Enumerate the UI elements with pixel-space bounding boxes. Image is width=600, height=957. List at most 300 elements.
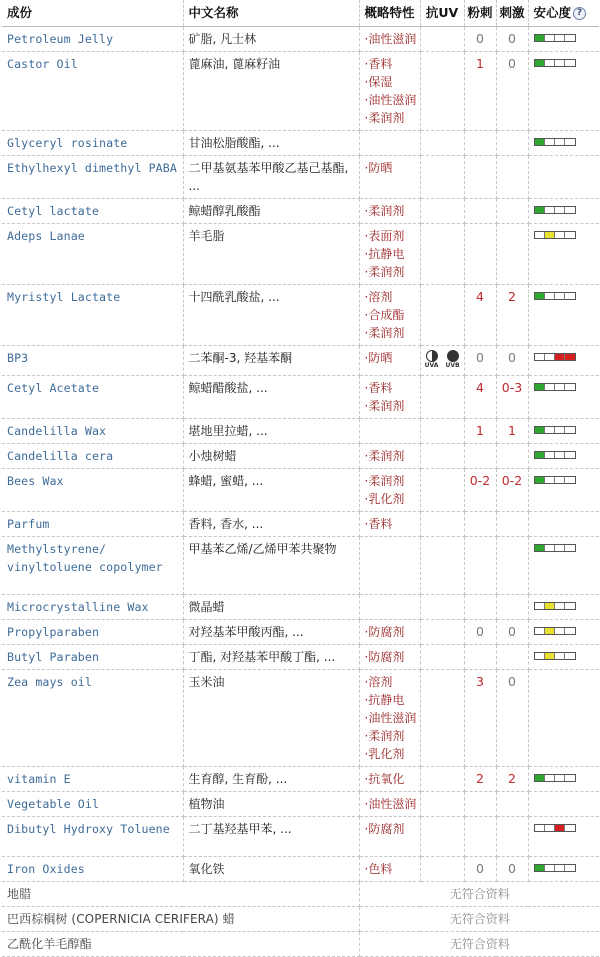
nodata-row (2, 906, 599, 931)
cell-irritation: 0 (496, 856, 528, 881)
cell-features (359, 26, 420, 51)
table-row (2, 443, 599, 468)
safety-segment (555, 477, 565, 483)
feature-tag: ·合成酯 (364, 307, 405, 322)
safety-segment (555, 293, 565, 299)
ingredient-name: 乙酰化羊毛醇酯 (7, 936, 92, 951)
safety-rating-bar (534, 652, 576, 660)
cell-chinese-name: 氧化铁 (183, 856, 359, 881)
cell-features (359, 644, 420, 669)
safety-rating-bar (534, 138, 576, 146)
cell-acne: 4 (464, 284, 496, 345)
ingredient-link[interactable]: Candelilla Wax (7, 423, 107, 438)
cell-ingredient (2, 669, 183, 766)
feature-tag: ·柔润剂 (364, 325, 405, 340)
cell-safety (528, 223, 599, 284)
cell-uv (420, 345, 464, 375)
cell-features (359, 284, 420, 345)
cell-acne (464, 594, 496, 619)
cell-uv (420, 619, 464, 644)
cell-ingredient (2, 791, 183, 816)
cell-uv (420, 669, 464, 766)
table-row (2, 155, 599, 198)
cell-ingredient (2, 816, 183, 856)
feature-tag: ·防腐剂 (364, 821, 405, 836)
ingredient-link[interactable]: Cetyl Acetate (7, 380, 100, 395)
safety-segment (555, 427, 565, 433)
cell-chinese-name: 甲基苯乙烯/乙烯甲苯共聚物 (183, 536, 359, 594)
safety-rating-bar (534, 824, 576, 832)
feature-tag: ·柔润剂 (364, 398, 405, 413)
cell-uv (420, 856, 464, 881)
feature-tag: ·乳化剂 (364, 746, 405, 761)
cell-features (359, 375, 420, 418)
feature-tag: ·防腐剂 (364, 649, 405, 664)
feature-tag: ·防腐剂 (364, 624, 405, 639)
cell-safety (528, 816, 599, 856)
safety-segment (555, 354, 565, 360)
cell-features (359, 223, 420, 284)
ingredient-link[interactable]: Microcrystalline Wax (7, 599, 149, 614)
cell-safety (528, 345, 599, 375)
nodata-row (2, 881, 599, 906)
uva-label: UVA (424, 361, 439, 369)
table-row (2, 26, 599, 51)
cell-safety (528, 375, 599, 418)
feature-tag: ·溶剂 (364, 674, 393, 689)
feature-tag: ·柔润剂 (364, 728, 405, 743)
safety-rating-bar (534, 383, 576, 391)
cell-irritation: 2 (496, 284, 528, 345)
cell-ingredient (2, 130, 183, 155)
ingredient-link[interactable]: vitamin E (7, 771, 71, 786)
cell-acne: 0 (464, 26, 496, 51)
safety-segment (555, 452, 565, 458)
table-row (2, 791, 599, 816)
cell-features (359, 619, 420, 644)
help-icon[interactable]: ? (573, 7, 586, 20)
safety-rating-bar (534, 34, 576, 42)
safety-rating-bar (534, 476, 576, 484)
cell-features (359, 130, 420, 155)
safety-segment (545, 775, 555, 781)
feature-tag: ·柔润剂 (364, 203, 405, 218)
cell-safety (528, 130, 599, 155)
table-header-row (2, 0, 599, 26)
cell-uv (420, 130, 464, 155)
cell-uv (420, 443, 464, 468)
cell-ingredient (2, 931, 359, 956)
ingredient-link[interactable]: Bees Wax (7, 473, 64, 488)
safety-segment (545, 207, 555, 213)
cell-irritation (496, 198, 528, 223)
safety-segment (565, 293, 574, 299)
nodata-text: 无符合资料 (359, 931, 599, 956)
cell-features (359, 443, 420, 468)
safety-segment (545, 603, 555, 609)
cell-ingredient (2, 51, 183, 130)
ingredient-link[interactable]: Ethylhexyl dimethyl PABA (7, 160, 177, 175)
cell-safety (528, 619, 599, 644)
nodata-text: 无符合资料 (359, 906, 599, 931)
header-safety-label: 安心度 (533, 5, 572, 20)
safety-segment (545, 384, 555, 390)
cell-features (359, 345, 420, 375)
safety-segment (565, 775, 574, 781)
cell-uv (420, 155, 464, 198)
safety-segment (535, 865, 545, 871)
cell-safety (528, 284, 599, 345)
cell-features (359, 198, 420, 223)
cell-uv (420, 536, 464, 594)
feature-tag: ·保湿 (364, 74, 393, 89)
safety-segment (535, 653, 545, 659)
cell-irritation (496, 594, 528, 619)
cell-irritation: 0 (496, 619, 528, 644)
ingredient-link[interactable]: Vegetable Oil (7, 796, 100, 811)
safety-rating-bar (534, 231, 576, 239)
uva-indicator (424, 350, 439, 370)
safety-segment (555, 139, 565, 145)
cell-safety (528, 536, 599, 594)
cell-ingredient (2, 511, 183, 536)
safety-rating-bar (534, 426, 576, 434)
cell-chinese-name: 矿脂, 凡士林 (183, 26, 359, 51)
safety-segment (565, 545, 574, 551)
safety-segment (555, 545, 565, 551)
safety-segment (535, 293, 545, 299)
ingredient-link[interactable]: Butyl Paraben (7, 649, 100, 664)
cell-acne (464, 130, 496, 155)
cell-acne: 0 (464, 619, 496, 644)
safety-segment (565, 354, 574, 360)
safety-rating-bar (534, 774, 576, 782)
cell-features (359, 418, 420, 443)
table-row (2, 644, 599, 669)
cell-safety (528, 418, 599, 443)
safety-segment (555, 628, 565, 634)
cell-ingredient (2, 644, 183, 669)
cell-acne (464, 198, 496, 223)
cell-safety (528, 669, 599, 766)
safety-segment (535, 139, 545, 145)
feature-tag: ·防晒 (364, 350, 393, 365)
ingredient-table (2, 0, 599, 957)
feature-tag: ·香料 (364, 380, 393, 395)
safety-segment (535, 628, 545, 634)
table-row (2, 223, 599, 284)
feature-tag: ·表面剂 (364, 228, 405, 243)
uvb-label: UVB (445, 361, 460, 369)
safety-rating-bar (534, 627, 576, 635)
table-row (2, 856, 599, 881)
cell-uv (420, 284, 464, 345)
cell-acne (464, 644, 496, 669)
cell-acne (464, 443, 496, 468)
safety-rating-bar (534, 292, 576, 300)
table-row (2, 418, 599, 443)
cell-acne: 0 (464, 856, 496, 881)
feature-tag: ·溶剂 (364, 289, 393, 304)
cell-acne (464, 155, 496, 198)
cell-uv (420, 375, 464, 418)
ingredient-link[interactable]: Castor Oil (7, 56, 78, 71)
safety-rating-bar (534, 206, 576, 214)
safety-segment (535, 384, 545, 390)
cell-chinese-name: 堪地里拉蜡, ... (183, 418, 359, 443)
safety-segment (545, 232, 555, 238)
ingredient-link[interactable]: Glyceryl rosinate (7, 135, 128, 150)
ingredient-link[interactable]: Zea mays oil (7, 674, 92, 689)
cell-uv (420, 223, 464, 284)
cell-irritation: 0-2 (496, 468, 528, 511)
ingredient-link[interactable]: Petroleum Jelly (7, 31, 114, 46)
cell-safety (528, 791, 599, 816)
ingredient-link[interactable]: Adeps Lanae (7, 228, 85, 243)
ingredient-link[interactable]: Dibutyl Hydroxy Toluene (7, 821, 170, 836)
safety-segment (565, 452, 574, 458)
header-ingredient: 成份 (2, 0, 183, 26)
cell-acne: 0 (464, 345, 496, 375)
cell-safety (528, 26, 599, 51)
nodata-text: 无符合资料 (359, 881, 599, 906)
header-chinese-name: 中文名称 (183, 0, 359, 26)
safety-segment (545, 452, 555, 458)
safety-segment (565, 653, 574, 659)
cell-features (359, 669, 420, 766)
feature-tag: ·柔润剂 (364, 264, 405, 279)
safety-segment (535, 354, 545, 360)
safety-segment (555, 207, 565, 213)
feature-tag: ·柔润剂 (364, 448, 405, 463)
safety-segment (545, 545, 555, 551)
safety-segment (555, 35, 565, 41)
cell-acne: 0-2 (464, 468, 496, 511)
cell-acne (464, 511, 496, 536)
safety-segment (565, 207, 574, 213)
uv-indicators (422, 350, 463, 370)
safety-segment (565, 628, 574, 634)
cell-ingredient (2, 443, 183, 468)
table-row (2, 619, 599, 644)
cell-irritation (496, 443, 528, 468)
cell-acne: 4 (464, 375, 496, 418)
safety-segment (545, 477, 555, 483)
cell-chinese-name: 二丁基羟基甲苯, ... (183, 816, 359, 856)
cell-uv (420, 51, 464, 130)
cell-irritation: 1 (496, 418, 528, 443)
table-row (2, 669, 599, 766)
safety-segment (565, 865, 574, 871)
cell-ingredient (2, 906, 359, 931)
cell-chinese-name: 香料, 香水, ... (183, 511, 359, 536)
safety-segment (535, 232, 545, 238)
cell-ingredient (2, 345, 183, 375)
cell-ingredient (2, 155, 183, 198)
cell-ingredient (2, 284, 183, 345)
safety-segment (545, 653, 555, 659)
ingredient-link[interactable]: Candelilla cera (7, 448, 114, 463)
cell-irritation: 0 (496, 669, 528, 766)
cell-acne: 3 (464, 669, 496, 766)
cell-chinese-name: 甘油松脂酸酯, ... (183, 130, 359, 155)
feature-tag: ·抗静电 (364, 246, 405, 261)
cell-features (359, 155, 420, 198)
safety-segment (545, 293, 555, 299)
ingredient-link[interactable]: Iron Oxides (7, 861, 85, 876)
safety-rating-bar (534, 602, 576, 610)
safety-segment (535, 427, 545, 433)
cell-chinese-name: 微晶蜡 (183, 594, 359, 619)
uvb-icon (447, 350, 459, 362)
cell-irritation: 0 (496, 26, 528, 51)
cell-irritation (496, 791, 528, 816)
cell-chinese-name: 蓖麻油, 蓖麻籽油 (183, 51, 359, 130)
cell-chinese-name: 丁酯, 对羟基苯甲酸丁酯, ... (183, 644, 359, 669)
safety-segment (565, 35, 574, 41)
feature-tag: ·香料 (364, 56, 393, 71)
cell-features (359, 594, 420, 619)
safety-segment (545, 139, 555, 145)
header-uv: 抗UV (420, 0, 464, 26)
safety-rating-bar (534, 451, 576, 459)
cell-safety (528, 766, 599, 791)
cell-chinese-name: 鲸蜡醇乳酸酯 (183, 198, 359, 223)
safety-segment (565, 603, 574, 609)
cell-uv (420, 766, 464, 791)
cell-safety (528, 198, 599, 223)
cell-uv (420, 594, 464, 619)
cell-irritation (496, 130, 528, 155)
cell-chinese-name: 二苯酮-3, 羟基苯酮 (183, 345, 359, 375)
cell-uv (420, 791, 464, 816)
cell-uv (420, 644, 464, 669)
table-row (2, 130, 599, 155)
cell-features (359, 791, 420, 816)
table-row (2, 766, 599, 791)
safety-segment (555, 232, 565, 238)
safety-segment (555, 60, 565, 66)
safety-segment (555, 825, 565, 831)
safety-segment (535, 825, 545, 831)
feature-tag: ·抗静电 (364, 692, 405, 707)
header-irritation: 刺激 (496, 0, 528, 26)
safety-segment (565, 60, 574, 66)
cell-features (359, 511, 420, 536)
cell-chinese-name: 蜂蜡, 蜜蜡, ... (183, 468, 359, 511)
cell-acne (464, 791, 496, 816)
cell-chinese-name: 小烛树蜡 (183, 443, 359, 468)
cell-ingredient (2, 468, 183, 511)
ingredient-link[interactable]: Propylparaben (7, 624, 100, 639)
ingredient-link[interactable]: BP3 (7, 350, 29, 365)
cell-uv (420, 26, 464, 51)
feature-tag: ·乳化剂 (364, 491, 405, 506)
safety-segment (545, 35, 555, 41)
cell-irritation: 0-3 (496, 375, 528, 418)
ingredient-name: 地腊 (7, 886, 32, 901)
ingredient-link[interactable]: Cetyl lactate (7, 203, 100, 218)
feature-tag: ·柔润剂 (364, 110, 405, 125)
cell-uv (420, 198, 464, 223)
table-row (2, 51, 599, 130)
table-row (2, 284, 599, 345)
table-row (2, 468, 599, 511)
safety-segment (545, 354, 555, 360)
cell-features (359, 816, 420, 856)
feature-tag: ·油性滋润 (364, 796, 417, 811)
cell-irritation (496, 155, 528, 198)
cell-uv (420, 418, 464, 443)
nodata-row (2, 931, 599, 956)
safety-segment (555, 653, 565, 659)
cell-safety (528, 511, 599, 536)
safety-rating-bar (534, 59, 576, 67)
safety-segment (545, 825, 555, 831)
cell-ingredient (2, 881, 359, 906)
safety-segment (565, 139, 574, 145)
safety-segment (555, 384, 565, 390)
cell-chinese-name: 十四酰乳酸盐, ... (183, 284, 359, 345)
safety-segment (545, 60, 555, 66)
uva-icon (426, 350, 438, 362)
table-row (2, 345, 599, 375)
ingredient-link[interactable]: Parfum (7, 516, 50, 531)
cell-ingredient (2, 375, 183, 418)
table-row (2, 511, 599, 536)
safety-segment (555, 603, 565, 609)
safety-segment (535, 477, 545, 483)
cell-uv (420, 511, 464, 536)
safety-segment (535, 207, 545, 213)
cell-irritation (496, 223, 528, 284)
cell-ingredient (2, 223, 183, 284)
feature-tag: ·防晒 (364, 160, 393, 175)
safety-segment (535, 35, 545, 41)
table-row (2, 816, 599, 856)
cell-acne (464, 536, 496, 594)
cell-ingredient (2, 619, 183, 644)
cell-irritation (496, 644, 528, 669)
cell-acne (464, 816, 496, 856)
table-row (2, 375, 599, 418)
table-row (2, 198, 599, 223)
cell-safety (528, 443, 599, 468)
cell-safety (528, 155, 599, 198)
cell-safety (528, 594, 599, 619)
safety-segment (535, 60, 545, 66)
header-features: 概略特性 (359, 0, 420, 26)
cell-ingredient (2, 198, 183, 223)
ingredient-link[interactable]: Myristyl Lactate (7, 289, 121, 304)
safety-segment (565, 232, 574, 238)
cell-features (359, 468, 420, 511)
cell-ingredient (2, 856, 183, 881)
safety-segment (565, 384, 574, 390)
cell-irritation (496, 816, 528, 856)
header-safety (528, 0, 599, 26)
cell-features (359, 536, 420, 594)
cell-chinese-name: 玉米油 (183, 669, 359, 766)
safety-segment (535, 603, 545, 609)
safety-segment (545, 865, 555, 871)
cell-acne: 2 (464, 766, 496, 791)
ingredient-link[interactable]: Methylstyrene/ vinyltoluene copolymer (7, 541, 163, 574)
cell-chinese-name: 鲸蜡醋酸盐, ... (183, 375, 359, 418)
cell-ingredient (2, 594, 183, 619)
cell-chinese-name: 植物油 (183, 791, 359, 816)
safety-segment (545, 427, 555, 433)
